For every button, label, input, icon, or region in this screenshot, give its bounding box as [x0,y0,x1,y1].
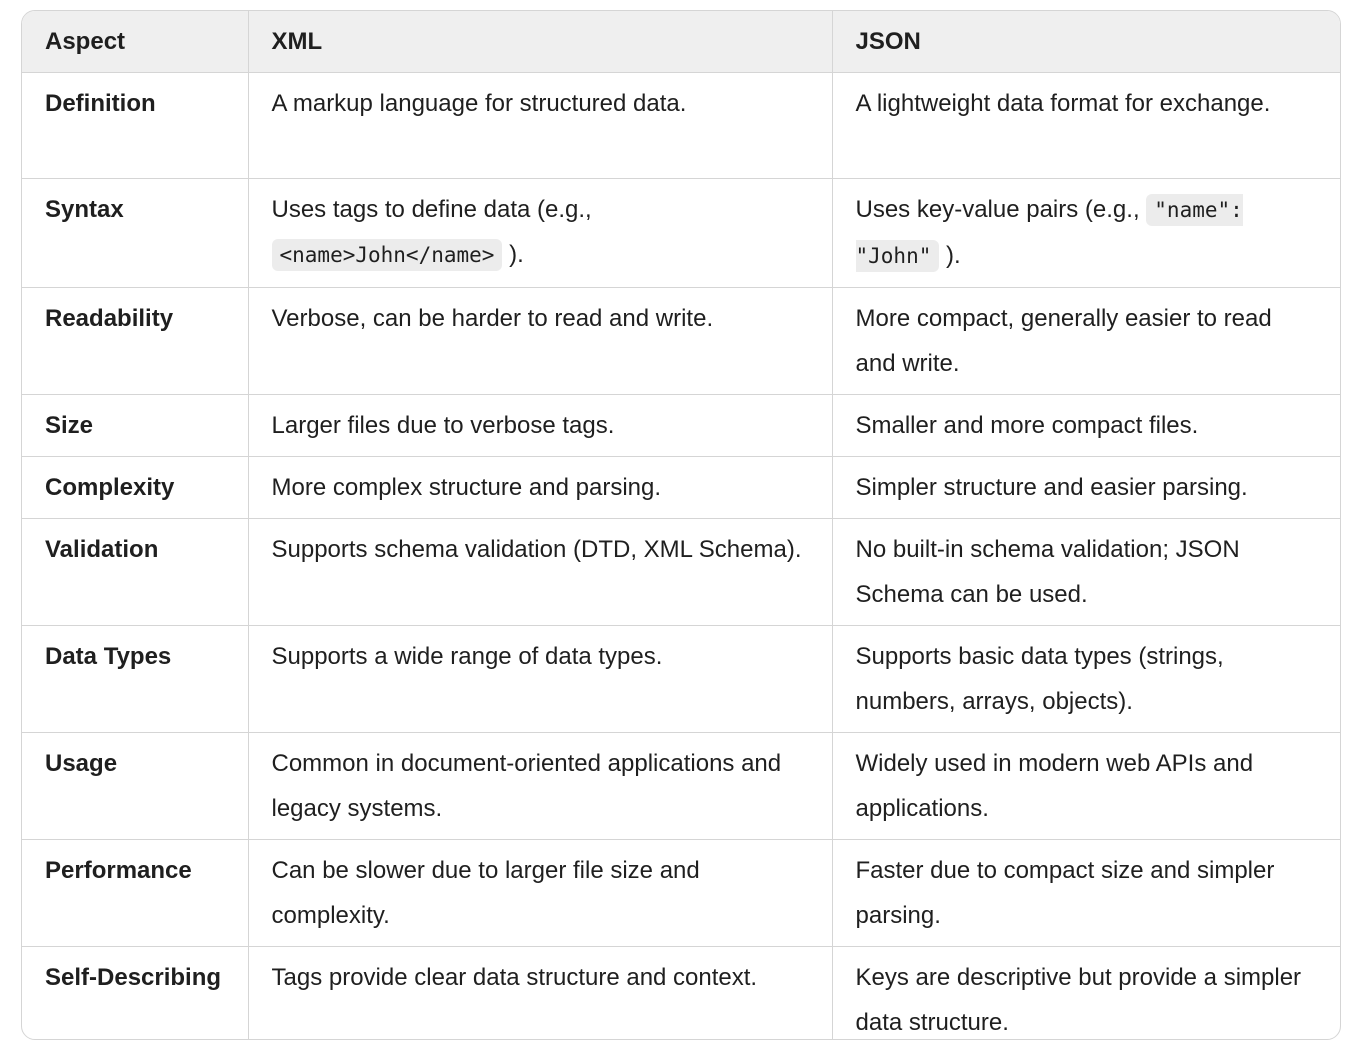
json-text-before: Uses key-value pairs (e.g., [855,195,1147,223]
xml-cell: Can be slower due to larger file size and complexity. [248,839,832,946]
header-xml: XML [248,11,832,72]
table-body [22,72,1340,1040]
xml-cell: Larger files due to verbose tags. [248,394,832,456]
aspect-cell: Syntax [22,178,248,287]
aspect-cell: Usage [22,732,248,839]
header-row [22,11,1340,72]
xml-cell: Supports a wide range of data types. [248,625,832,732]
table-row [22,456,1340,518]
table-row [22,946,1340,1040]
table-row [22,394,1340,456]
table-row [22,839,1340,946]
comparison-table [21,10,1341,1040]
json-text-after: ). [939,241,961,269]
xml-cell: Verbose, can be harder to read and write. [248,287,832,394]
json-cell: Simpler structure and easier parsing. [832,456,1340,518]
aspect-cell: Validation [22,518,248,625]
xml-text-before: Uses tags to define data (e.g., [271,195,592,223]
comparison-table-grid [22,11,1340,1040]
table-row [22,518,1340,625]
table-header [22,11,1340,72]
json-cell: Smaller and more compact files. [832,394,1340,456]
json-code-snippet: "name": "John" [856,194,1243,272]
table-row [22,625,1340,732]
xml-text-after: ). [502,240,524,268]
json-cell: Widely used in modern web APIs and applications. [832,732,1340,839]
aspect-cell: Definition [22,72,248,178]
json-cell: No built-in schema validation; JSON Schema can be used. [832,518,1340,625]
table-row [22,178,1340,287]
aspect-cell: Data Types [22,625,248,732]
json-cell: Keys are descriptive but provide a simpler data structure. [855,963,1302,1036]
xml-cell: Tags provide clear data structure and context. [248,946,832,1040]
aspect-cell: Readability [22,287,248,394]
xml-cell [248,178,832,287]
xml-cell: Supports schema validation (DTD, XML Schema). [248,518,832,625]
table-row [22,732,1340,839]
table-row [22,72,1340,178]
xml-cell: Common in document-oriented applications and legacy systems. [248,732,832,839]
json-cell: Supports basic data types (strings, numbers, arrays, objects). [832,625,1340,732]
aspect-cell: Complexity [22,456,248,518]
json-cell: More compact, generally easier to read and write. [832,287,1340,394]
xml-cell: A markup language for structured data. [248,72,832,178]
aspect-cell: Self-Describing [22,946,248,1040]
table-row [22,287,1340,394]
aspect-cell: Size [22,394,248,456]
aspect-cell: Performance [22,839,248,946]
xml-cell: More complex structure and parsing. [248,456,832,518]
json-cell: A lightweight data format for exchange. [832,72,1340,178]
json-cell: Faster due to compact size and simpler parsing. [832,839,1340,946]
json-cell [832,178,1340,287]
header-json: JSON [832,11,1340,72]
xml-code-snippet: <name>John</name> [272,239,503,271]
header-aspect: Aspect [22,11,248,72]
